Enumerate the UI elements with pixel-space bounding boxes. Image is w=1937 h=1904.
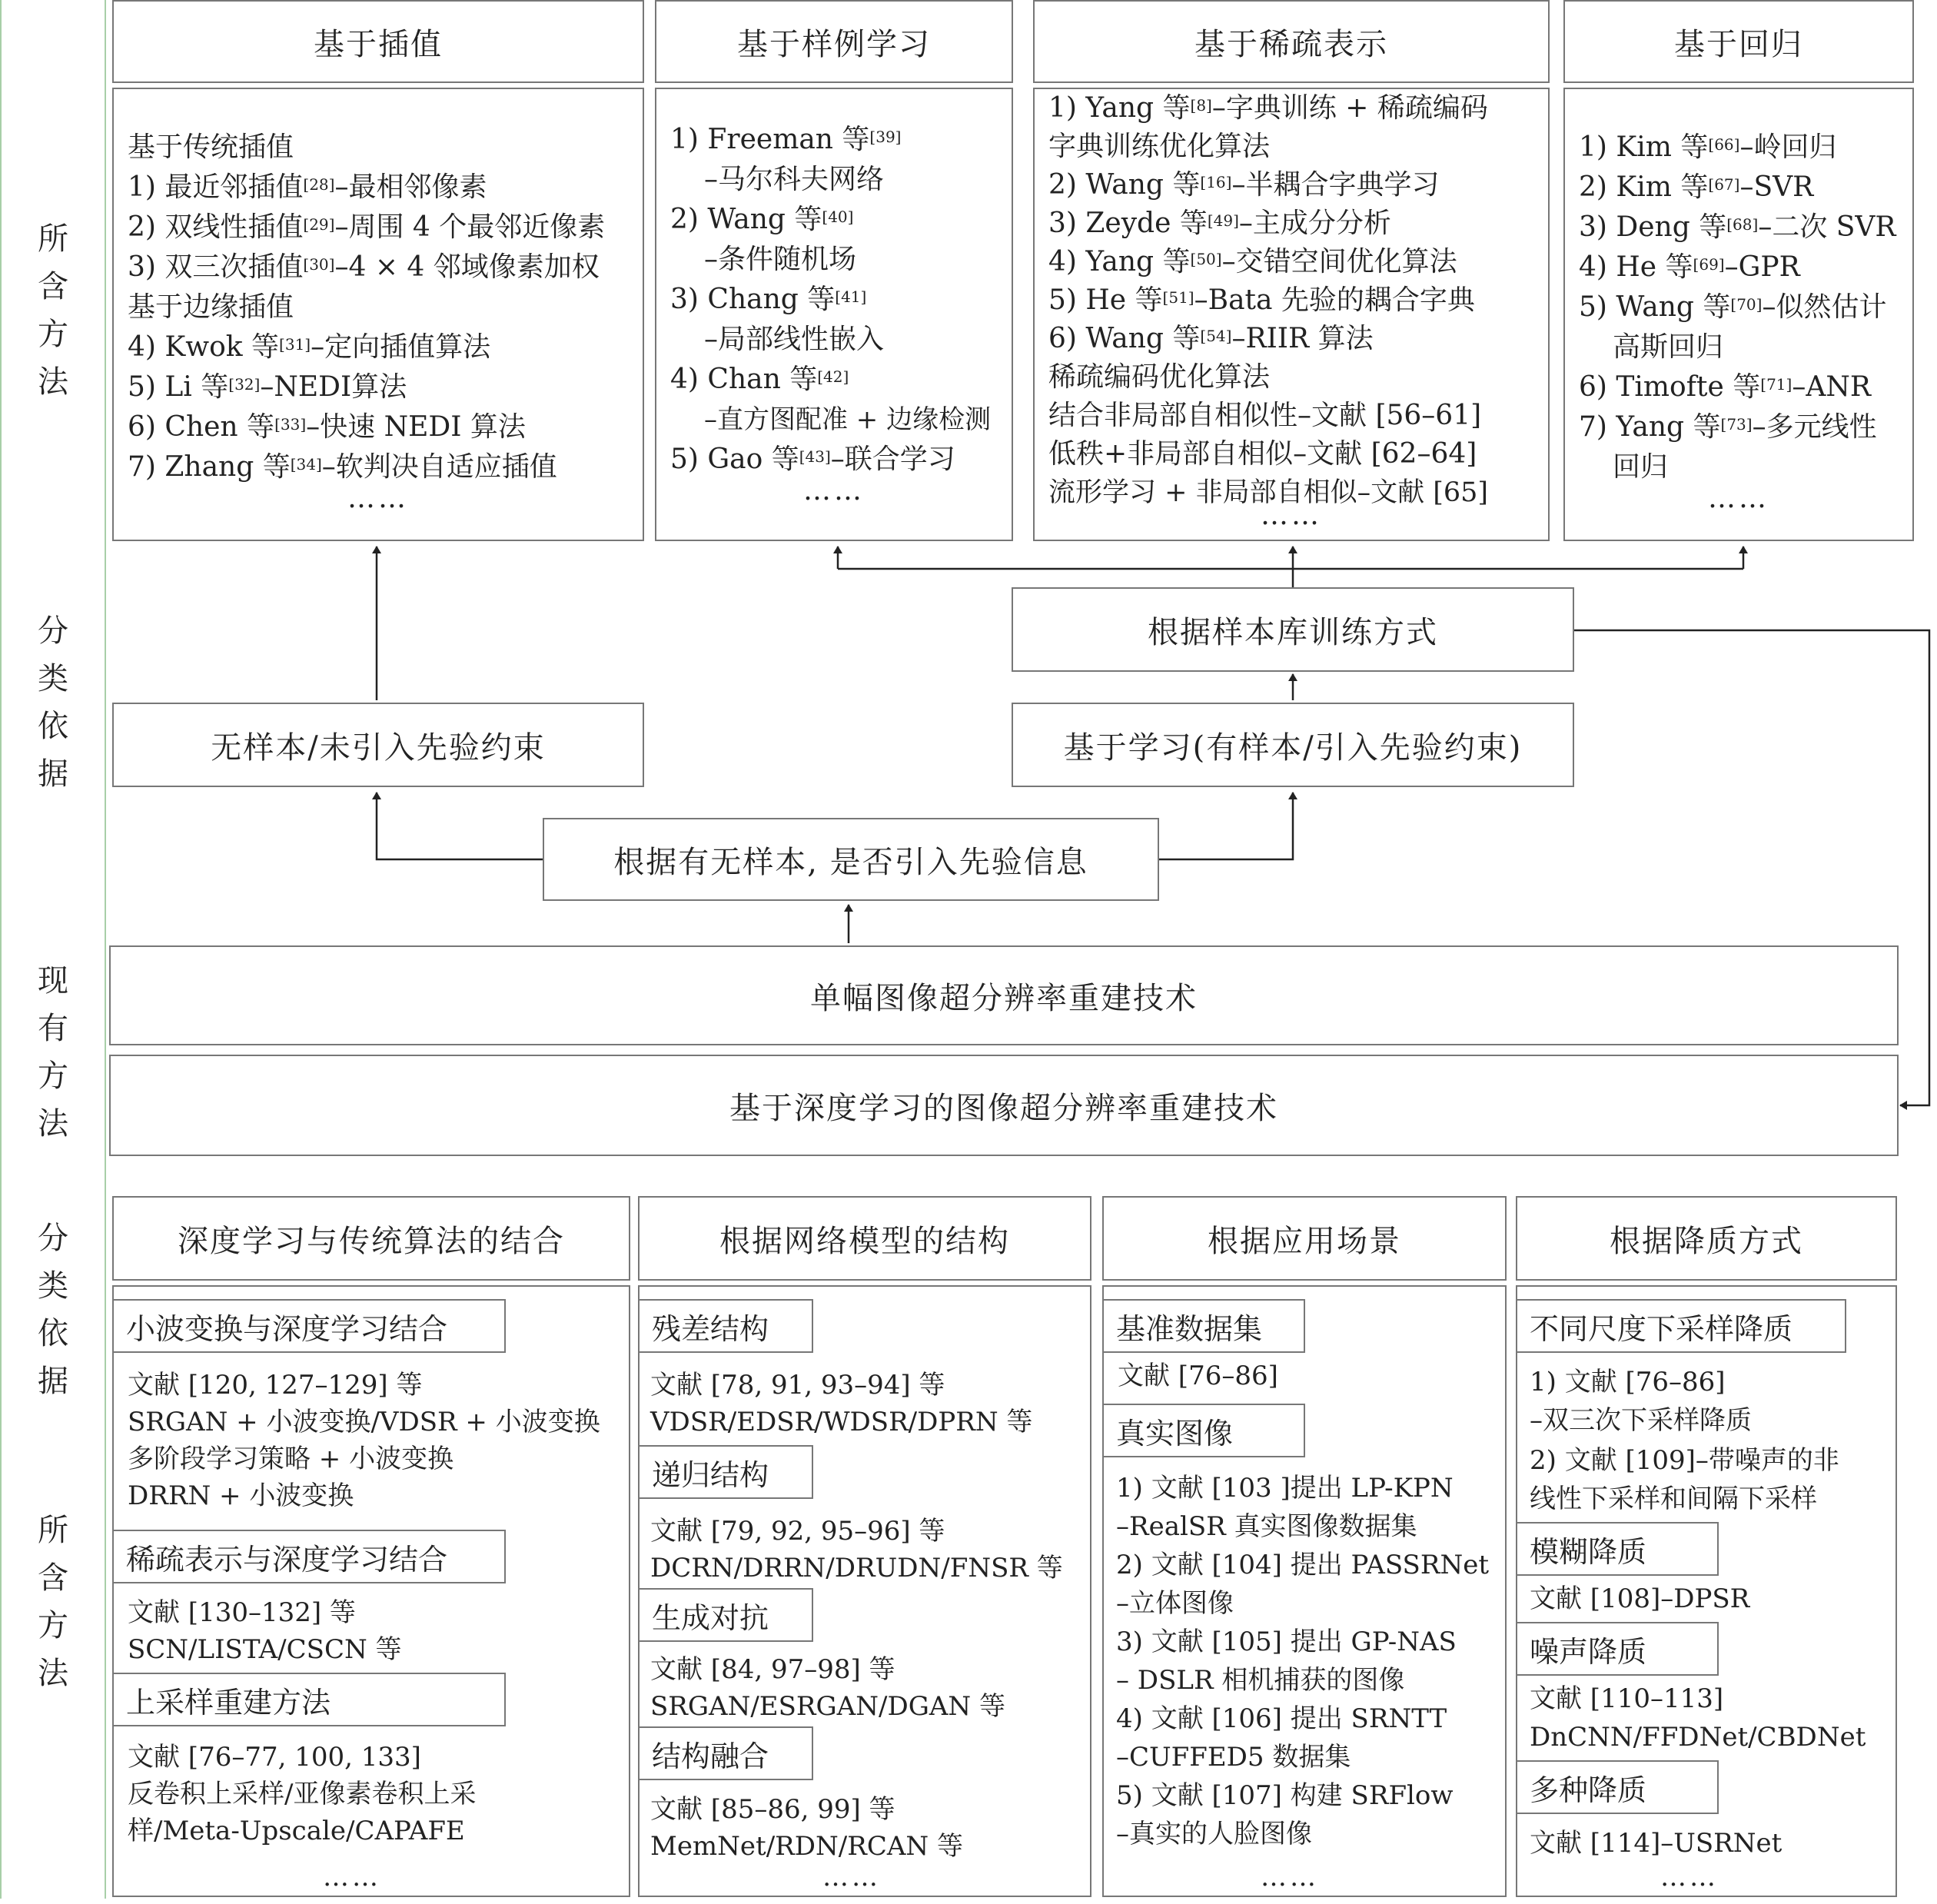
list-item: 5) Li 等[32]–NEDI算法 (128, 371, 407, 403)
list-item: 3) 文献 [105] 提出 GP-NAS (1116, 1627, 1457, 1657)
list-item: 7) Yang 等[73]–多元线性 (1579, 411, 1877, 443)
list-item: 多阶段学习策略 + 小波变换 (128, 1444, 454, 1474)
list-item: 6) Wang 等[54]–RIIR 算法 (1048, 323, 1374, 354)
list-item: 基于传统插值 (128, 131, 294, 163)
list-item: 2) Wang 等[40] (670, 204, 854, 235)
top-content-interpolation (112, 88, 644, 541)
subgroup-multi: 多种降质 (1516, 1760, 1719, 1814)
subgroup-upsampling: 上采样重建方法 (112, 1673, 506, 1726)
list-item: 3) Deng 等[68]–二次 SVR (1579, 211, 1896, 243)
list-item: 文献 [85–86, 99] 等 (650, 1794, 895, 1825)
no-sample-node: 无样本/未引入先验约束 (112, 703, 644, 787)
bottom-header-degradation: 根据降质方式 (1516, 1196, 1897, 1281)
subgroup-wavelet: 小波变换与深度学习结合 (112, 1299, 506, 1353)
subgroup-fusion: 结构融合 (638, 1726, 813, 1780)
list-item: 文献 [76–86] (1118, 1361, 1278, 1391)
list-item: 7) Zhang 等[34]–软判决自适应插值 (128, 451, 557, 483)
list-item: 文献 [120, 127–129] 等 (128, 1370, 423, 1401)
list-item: 2) Kim 等[67]–SVR (1579, 171, 1814, 203)
list-item: 4) Kwok 等[31]–定向插值算法 (128, 331, 491, 363)
bottom-header-scenario: 根据应用场景 (1102, 1196, 1507, 1281)
list-item: 1) 文献 [103 ]提出 LP-KPN (1116, 1473, 1454, 1504)
bottom-header-combination: 深度学习与传统算法的结合 (112, 1196, 630, 1281)
list-item: 4) 文献 [106] 提出 SRNTT (1116, 1703, 1447, 1734)
ellipsis: …… (323, 1862, 381, 1892)
subgroup-downsampling: 不同尺度下采样降质 (1516, 1299, 1846, 1353)
list-item: 文献 [130–132] 等 (128, 1597, 356, 1628)
subgroup-gan: 生成对抗 (638, 1588, 813, 1642)
list-item: –CUFFED5 数据集 (1116, 1742, 1351, 1773)
ellipsis: …… (1708, 483, 1769, 514)
list-item: 2) 文献 [109]–带噪声的非 (1530, 1445, 1839, 1476)
list-item: 结合非局部自相似性–文献 [56–61] (1048, 400, 1482, 431)
list-item: MemNet/RDN/RCAN 等 (650, 1831, 963, 1862)
side-label-bottom-methods: 所含方法 (38, 1513, 68, 1691)
list-item: 文献 [78, 91, 93–94] 等 (650, 1370, 945, 1401)
list-item: 3) Zeyde 等[49]–主成分分析 (1048, 208, 1391, 239)
list-item: 样/Meta-Upscale/CAPAFE (128, 1816, 465, 1846)
list-item: 3) Chang 等[41] (670, 284, 867, 315)
bottom-header-structure: 根据网络模型的结构 (638, 1196, 1091, 1281)
list-item: 5) 文献 [107] 构建 SRFlow (1116, 1780, 1454, 1811)
list-item: SRGAN + 小波变换/VDSR + 小波变换 (128, 1407, 600, 1437)
subgroup-benchmark: 基准数据集 (1102, 1299, 1305, 1353)
top-content-regression (1563, 88, 1914, 541)
subgroup-blur: 模糊降质 (1516, 1522, 1719, 1576)
list-item: 基于边缘插值 (128, 291, 294, 323)
list-item: –双三次下采样降质 (1530, 1405, 1752, 1436)
list-item: 4) Chan 等[42] (670, 364, 849, 395)
list-item: 6) Timofte 等[71]–ANR (1579, 371, 1871, 403)
side-label-existing: 现有方法 (38, 963, 68, 1141)
list-item: 低秩+非局部自相似–文献 [62–64] (1048, 438, 1477, 470)
ellipsis: …… (347, 483, 409, 514)
list-item: 4) Yang 等[50]–交错空间优化算法 (1048, 246, 1457, 277)
list-item: 反卷积上采样/亚像素卷积上采 (128, 1779, 477, 1809)
list-item: 字典训练优化算法 (1048, 131, 1271, 162)
list-item: 文献 [110–113] (1530, 1683, 1724, 1714)
side-label-basis-bottom: 分类依据 (38, 1221, 68, 1399)
list-item: DnCNN/FFDNet/CBDNet (1530, 1722, 1866, 1753)
ellipsis: …… (1261, 1862, 1319, 1892)
list-item: 2) 文献 [104] 提出 PASSRNet (1116, 1550, 1489, 1580)
list-item: DCRN/DRRN/DRUDN/FNSR 等 (650, 1553, 1063, 1583)
list-item: 线性下采样和间隔下采样 (1530, 1484, 1817, 1514)
list-item: –条件随机场 (704, 244, 857, 275)
list-item: 文献 [84, 97–98] 等 (650, 1654, 895, 1685)
ellipsis: …… (803, 475, 865, 507)
list-item: 6) Chen 等[33]–快速 NEDI 算法 (128, 411, 526, 443)
subgroup-noise: 噪声降质 (1516, 1622, 1719, 1676)
list-item: 3) 双三次插值[30]–4 × 4 邻域像素加权 (128, 251, 600, 283)
list-item: 5) Gao 等[43]–联合学习 (670, 444, 955, 475)
sample-basis-node: 根据有无样本, 是否引入先验信息 (543, 818, 1159, 901)
subgroup-real-image: 真实图像 (1102, 1404, 1305, 1457)
list-item: 4) He 等[69]–GPR (1579, 251, 1800, 283)
ellipsis: …… (822, 1862, 881, 1892)
list-item: 稀疏编码优化算法 (1048, 361, 1271, 393)
list-item: – DSLR 相机捕获的图像 (1116, 1665, 1405, 1696)
list-item: 1) Yang 等[8]–字典训练 + 稀疏编码 (1048, 92, 1488, 124)
list-item: 高斯回归 (1613, 331, 1724, 363)
list-item: 1) Kim 等[66]–岭回归 (1579, 131, 1837, 163)
list-item: DRRN + 小波变换 (128, 1480, 354, 1511)
train-mode-node: 根据样本库训练方式 (1012, 587, 1574, 672)
side-label-top-methods: 所含方法 (38, 221, 68, 400)
single-image-sr-node: 单幅图像超分辨率重建技术 (109, 945, 1899, 1045)
list-item: VDSR/EDSR/WDSR/DPRN 等 (650, 1407, 1033, 1437)
list-item: 5) Wang 等[70]–似然估计 (1579, 291, 1887, 323)
list-item: –马尔科夫网络 (704, 164, 885, 195)
list-item: –立体图像 (1116, 1588, 1234, 1619)
list-item: –局部线性嵌入 (704, 324, 885, 355)
list-item: 文献 [79, 92, 95–96] 等 (650, 1516, 945, 1547)
learning-node: 基于学习(有样本/引入先验约束) (1012, 703, 1574, 787)
deep-learning-sr-node: 基于深度学习的图像超分辨率重建技术 (109, 1055, 1899, 1156)
list-item: 1) Freeman 等[39] (670, 124, 902, 155)
list-item: 文献 [76–77, 100, 133] (128, 1742, 421, 1773)
list-item: SRGAN/ESRGAN/DGAN 等 (650, 1691, 1005, 1722)
top-content-example-learning (655, 88, 1013, 541)
list-item: 2) 双线性插值[29]–周围 4 个最邻近像素 (128, 211, 606, 243)
top-header-regression: 基于回归 (1563, 0, 1914, 83)
list-item: –直方图配准 + 边缘检测 (704, 404, 992, 435)
subgroup-residual: 残差结构 (638, 1299, 813, 1353)
list-item: 文献 [114]–USRNet (1530, 1828, 1783, 1859)
side-label-basis-top: 分类依据 (38, 613, 68, 792)
top-header-example-learning: 基于样例学习 (655, 0, 1013, 83)
list-item: 2) Wang 等[16]–半耦合字典学习 (1048, 169, 1440, 201)
ellipsis: …… (1660, 1862, 1719, 1892)
list-item: 1) 文献 [76–86] (1530, 1367, 1726, 1397)
subgroup-recursive: 递归结构 (638, 1445, 813, 1499)
subgroup-sparse-deep: 稀疏表示与深度学习结合 (112, 1530, 506, 1583)
list-item: 文献 [108]–DPSR (1530, 1583, 1750, 1614)
top-content-sparse (1033, 88, 1550, 541)
list-item: 回归 (1613, 451, 1669, 483)
list-item: –RealSR 真实图像数据集 (1116, 1511, 1417, 1542)
list-item: SCN/LISTA/CSCN 等 (128, 1634, 402, 1665)
list-item: 1) 最近邻插值[28]–最相邻像素 (128, 171, 487, 203)
list-item: 5) He 等[51]–Bata 先验的耦合字典 (1048, 284, 1475, 316)
list-item: –真实的人脸图像 (1116, 1819, 1312, 1849)
ellipsis: …… (1261, 500, 1322, 531)
top-header-interpolation: 基于插值 (112, 0, 644, 83)
top-header-sparse: 基于稀疏表示 (1033, 0, 1550, 83)
list-item: 流形学习 + 非局部自相似–文献 [65] (1048, 477, 1489, 508)
